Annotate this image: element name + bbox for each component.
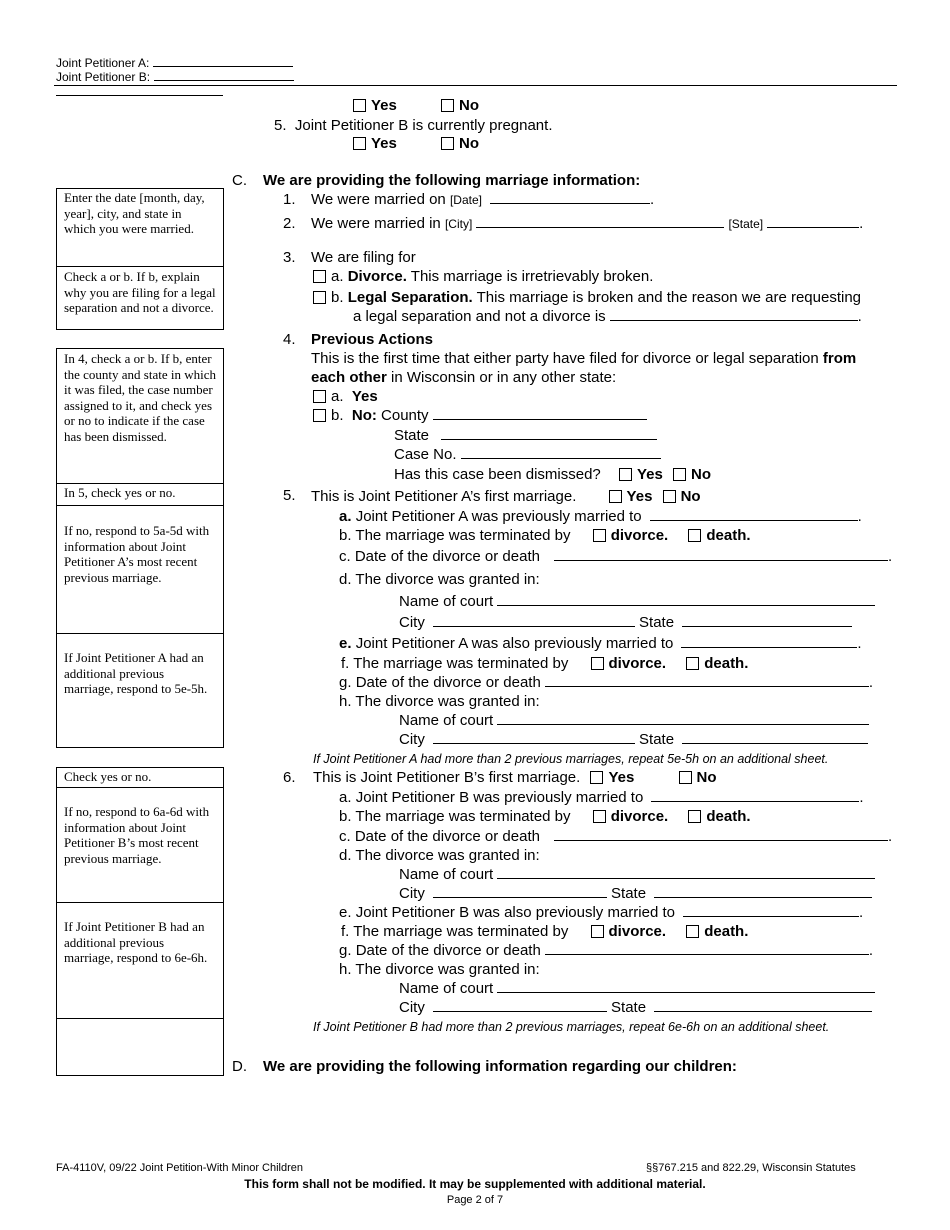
marriage-state-input[interactable] [767,226,859,228]
case-number-input[interactable] [461,457,661,459]
b2-court-city-input[interactable] [433,1010,607,1012]
q6h-city-label: City [399,999,425,1016]
footer-notice: This form shall not be modified. It may be supplemented with additional material. [244,1177,706,1191]
q5b-row [339,527,751,544]
b-first-marriage-yes-checkbox[interactable] [590,771,603,784]
sidebar-blank [57,1019,223,1075]
sidebar-box-prev-a [56,348,224,748]
q5b-text: The marriage was terminated by [355,527,571,544]
q6b-divorce-label: divorce. [610,808,669,825]
q4-heading: Previous Actions [311,331,433,348]
q4a-letter: a. [331,388,344,405]
q5h-letter: h. [339,693,352,710]
b2-divorce-date-input[interactable] [545,953,869,955]
petitioner-a-input[interactable] [153,65,293,67]
sidebar-addl-a: If Joint Petitioner A had an additional previous marriage, respond to 5e-5h. [64,650,208,696]
q6g-text: Date of the divorce or death [355,942,541,959]
q6-text: This is Joint Petitioner B’s first marriage. [313,769,581,786]
q5-yes-label: Yes [626,488,653,505]
a-court-city-input[interactable] [433,625,635,627]
q5-number: 5. [283,487,296,504]
a2-terminated-death-checkbox[interactable] [686,657,699,670]
q6c-row: c. Date of the divorce or death . [339,828,893,845]
section-d-letter: D. [232,1058,247,1075]
q5g-letter: g. [339,674,352,691]
q4b-row [313,407,647,424]
q4a-yes-label: Yes [351,388,378,405]
q1-text: We were married on [311,191,446,208]
petitioner-a-label: Joint Petitioner A: [56,56,150,70]
prev-action-yes-checkbox[interactable] [313,390,326,403]
q4-text2b: in Wisconsin or in any other state: [391,369,617,386]
a-divorce-date-input[interactable] [554,559,888,561]
q6d-letter: d. [339,847,352,864]
q5c-letter: c. [339,548,351,565]
q6f-text: The marriage was terminated by [353,923,569,940]
q4-text-line1 [311,350,856,367]
q5h-text: The divorce was granted in: [355,693,540,710]
sidebar-no6: If no, respond to 6a-6d with information about Joint Petitioner B’s most recent previous marriage. [57,788,223,903]
county-input[interactable] [433,418,647,420]
a2-court-name-input[interactable] [497,723,869,725]
q5d-court-row [399,593,875,610]
item5-pregnant [274,117,553,134]
q5f-divorce-label: divorce. [608,655,667,672]
b2-terminated-divorce-checkbox[interactable] [591,925,604,938]
prev-yes-checkbox[interactable] [353,99,366,112]
a-terminated-divorce-checkbox[interactable] [593,529,606,542]
q3b-rest: This marriage is broken and the reason we are requesting [476,289,862,306]
marriage-city-input[interactable] [476,226,724,228]
q6e-letter: e. [339,904,352,921]
q5d-court-label: Name of court [399,593,494,610]
q6b-letter: b. [339,808,352,825]
q6e-text: Joint Petitioner B was also previously married to [355,904,675,921]
a2-court-city-input[interactable] [433,742,635,744]
q6c-letter: c. [339,828,351,845]
legal-separation-checkbox[interactable] [313,291,326,304]
dismissed-no-label: No [691,466,711,483]
q6b-death-label: death. [706,808,751,825]
sidebar-box-marriage [56,188,224,330]
q4-text-line2 [311,369,616,386]
a2-terminated-divorce-checkbox[interactable] [591,657,604,670]
q6h-court-row [399,980,875,997]
petitioner-b-input[interactable] [154,79,294,81]
q3b-row [313,289,861,306]
a2-divorce-date-input[interactable] [545,685,869,687]
prev-yes-no-row [353,97,479,114]
q6h-letter: h. [339,961,352,978]
sidebar-addl-b: If Joint Petitioner B had an additional previous marriage, respond to 6e-6h. [57,903,223,1019]
a-first-marriage-no-checkbox[interactable] [663,490,676,503]
q5a-row: a. Joint Petitioner A was previously married to . [339,508,862,525]
q3b-letter: b. [331,289,344,306]
sidebar-box-prev-b [56,767,224,1076]
q5d-row [339,571,540,588]
q6-no-label: No [696,769,717,786]
q6d-row [339,847,540,864]
section-c-letter: C. [232,172,247,189]
sidebar-check5: In 5, check yes or no. [57,484,223,506]
q3a-rest: This marriage is irretrievably broken. [410,268,654,285]
q3a-row [313,268,653,285]
a-prev-spouse-input[interactable] [650,519,858,521]
petitioner-a-field [56,56,293,70]
footer-statutes: §§767.215 and 822.29, Wisconsin Statutes [646,1162,856,1174]
q5h-state-label: State [639,731,675,748]
q6b-text: The marriage was terminated by [355,808,571,825]
q5-no-label: No [680,488,701,505]
b-terminated-divorce-checkbox[interactable] [593,810,606,823]
q6d-court-label: Name of court [399,866,494,883]
q6-number: 6. [283,769,296,786]
q6-note: If Joint Petitioner B had more than 2 previous marriages, repeat 6e-6h on an additional sheet. [313,1020,830,1034]
q5h-court-label: Name of court [399,712,494,729]
q5a-letter: a. [339,508,352,525]
q4b-state-label: State [394,427,430,444]
marriage-date-input[interactable] [490,202,650,204]
q1-number: 1. [283,191,296,208]
q6f-divorce-label: divorce. [608,923,667,940]
q3b-bold: Legal Separation. [347,289,473,306]
q5h-city-label: City [399,731,425,748]
q3-text: We are filing for [311,249,416,266]
q3b-line2-text: a legal separation and not a divorce is [353,308,606,325]
item5-number: 5. [274,117,287,134]
q5d-letter: d. [339,571,352,588]
q6f-letter: f. [341,923,350,940]
footer-page: Page 2 of 7 [446,1194,504,1206]
pregnant-yes-no-row [353,135,479,152]
b-court-name-input[interactable] [497,877,875,879]
footer-form-id: FA-4110V, 09/22 Joint Petition-With Minor Children [56,1162,304,1174]
petitioner-b-label: Joint Petitioner B: [56,70,151,84]
pregnant-yes-checkbox[interactable] [353,137,366,150]
case-state-input[interactable] [441,438,657,440]
divorce-checkbox[interactable] [313,270,326,283]
q6b-row [339,808,751,825]
q2-state-hint: [State] [728,217,764,231]
b-first-marriage-no-checkbox[interactable] [679,771,692,784]
prev-action-no-checkbox[interactable] [313,409,326,422]
q4a-row [313,388,378,405]
q6d-city-label: City [399,885,425,902]
q6h-court-label: Name of court [399,980,494,997]
b2-court-state-input[interactable] [654,1010,872,1012]
dismissed-yes-label: Yes [636,466,663,483]
sidebar-prev-actions: In 4, check a or b. If b, enter the county and state in which it was filed, the case number assigned to it, and check yes or no to indicate if the case has been dismissed. [57,349,223,484]
q6d-court-row [399,866,875,883]
q5e-row: e. Joint Petitioner A was also previously married to . [339,635,862,652]
a-court-state-input[interactable] [682,625,852,627]
pregnant-yes-label: Yes [371,135,397,152]
q4b-county-label: County [381,407,429,424]
sidebar-check6: Check yes or no. [57,768,223,788]
q6h-text: The divorce was granted in: [355,961,540,978]
q5-row [311,488,701,505]
q4b-letter: b. [331,407,344,424]
b-terminated-death-checkbox[interactable] [688,810,701,823]
q3a-letter: a. [331,268,344,285]
q5-note: If Joint Petitioner A had more than 2 previous marriages, repeat 5e-5h on an additional sheet. [313,752,829,766]
sidebar-top-rule [56,95,223,96]
q5b-letter: b. [339,527,352,544]
q5f-letter: f. [341,655,350,672]
q5g-text: Date of the divorce or death [355,674,541,691]
b2-court-name-input[interactable] [497,991,875,993]
q3b-line2: a legal separation and not a divorce is . [353,308,862,325]
q6f-row [341,923,748,940]
q4-text1b: from [822,350,857,367]
q5c-row: c. Date of the divorce or death . [339,548,893,565]
sidebar-marriage-place: Enter the date [month, day, year], city, and state in which you were married. [57,189,223,267]
q6-row [313,769,717,786]
item5-text: Joint Petitioner B is currently pregnant. [294,117,553,134]
legal-sep-reason-input[interactable] [610,319,858,321]
q6d-city-row [399,885,872,902]
q5h-city-row [399,731,868,748]
a-court-name-input[interactable] [497,604,875,606]
q6a-letter: a. [339,789,352,806]
dismissed-no-checkbox[interactable] [673,468,686,481]
q4-text1a: This is the first time that either party have filed for divorce or legal separation [311,350,819,367]
q2-number: 2. [283,215,296,232]
q6d-state-label: State [611,885,647,902]
q4b-case-label: Case No. [394,446,457,463]
q5d-text: The divorce was granted in: [355,571,540,588]
q4b-state-row [394,427,657,444]
q2-text: We were married in [311,215,441,232]
q4-text2a: each other [311,369,387,386]
prev-no-checkbox[interactable] [441,99,454,112]
q5f-row [341,655,748,672]
q5d-city-label: City [399,614,425,631]
dismissed-yes-checkbox[interactable] [619,468,632,481]
q6a-text: Joint Petitioner B was previously married to [355,789,644,806]
b-also-prev-spouse-input[interactable] [683,915,859,917]
q5-text: This is Joint Petitioner A’s first marriage. [311,488,577,505]
b2-terminated-death-checkbox[interactable] [686,925,699,938]
q4b-case-row [394,446,661,463]
q1-row: We were married on [Date] . [311,191,655,208]
q5h-row [339,693,540,710]
b-court-city-input[interactable] [433,896,607,898]
q6g-row: g. Date of the divorce or death . [339,942,873,959]
sidebar-legal-sep: Check a or b. If b, explain why you are filing for a legal separation and not a divorce. [64,269,216,315]
q5g-row: g. Date of the divorce or death . [339,674,873,691]
q1-date-hint: [Date] [449,193,482,207]
q5d-city-row [399,614,852,631]
q6-yes-label: Yes [608,769,635,786]
prev-no-label: No [459,97,480,114]
q5c-text: Date of the divorce or death [354,548,540,565]
q6c-text: Date of the divorce or death [354,828,540,845]
q6e-row: e. Joint Petitioner B was also previously married to . [339,904,864,921]
q2-row: We were married in [City] [State] . [311,215,864,232]
q4b-dismissed-label: Has this case been dismissed? [394,466,601,483]
q5f-text: The marriage was terminated by [353,655,569,672]
petitioner-b-field [56,70,294,84]
a-first-marriage-yes-checkbox[interactable] [609,490,622,503]
q5d-state-label: State [639,614,675,631]
q5e-letter: e. [339,635,352,652]
q5b-death-label: death. [706,527,751,544]
q5h-court-row [399,712,869,729]
b-prev-spouse-input[interactable] [651,800,859,802]
q5a-text: Joint Petitioner A was previously married to [355,508,642,525]
q6h-row [339,961,540,978]
q4b-no-label: No: [351,407,377,424]
a-terminated-death-checkbox[interactable] [688,529,701,542]
q4-number: 4. [283,331,296,348]
q6f-death-label: death. [704,923,749,940]
q5e-text: Joint Petitioner A was also previously married to [355,635,674,652]
section-d-heading: We are providing the following information regarding our children: [263,1058,737,1075]
sidebar-no5: If no, respond to 5a-5d with information about Joint Petitioner A’s most recent previous marriage. [57,506,223,634]
q2-city-hint: [City] [444,217,473,231]
q5b-divorce-label: divorce. [610,527,669,544]
b-court-state-input[interactable] [654,896,872,898]
q6h-state-label: State [611,999,647,1016]
a2-court-state-input[interactable] [682,742,868,744]
b-divorce-date-input[interactable] [554,839,888,841]
q6d-text: The divorce was granted in: [355,847,540,864]
a-also-prev-spouse-input[interactable] [681,646,857,648]
q6g-letter: g. [339,942,352,959]
q3-number: 3. [283,249,296,266]
pregnant-no-checkbox[interactable] [441,137,454,150]
q6a-row: a. Joint Petitioner B was previously married to . [339,789,864,806]
section-c-heading: We are providing the following marriage information: [263,172,641,189]
q6h-city-row [399,999,872,1016]
q4b-dismissed-row [394,466,711,483]
pregnant-no-label: No [459,135,480,152]
prev-yes-label: Yes [371,97,397,114]
q5f-death-label: death. [704,655,749,672]
q3a-bold: Divorce. [347,268,407,285]
header-divider [54,85,897,86]
